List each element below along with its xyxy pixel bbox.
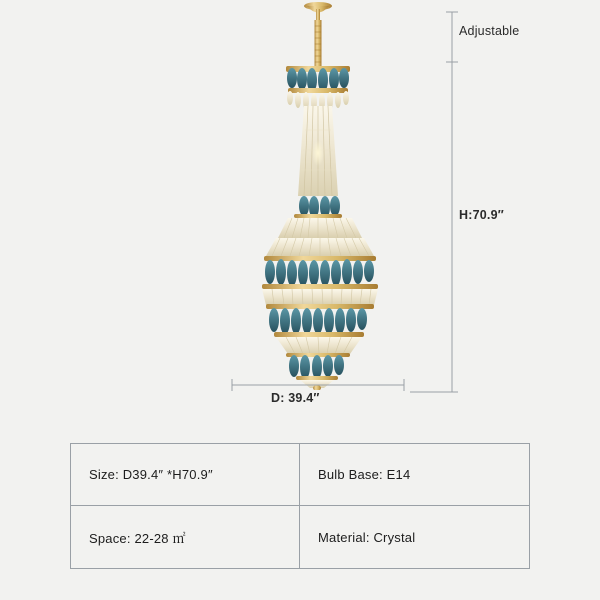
spec-bulb-base: Bulb Base: E14 — [300, 444, 529, 506]
spec-size: Size: D39.4″ *H70.9″ — [71, 444, 300, 506]
height-label: H:70.9″ — [459, 208, 504, 222]
height-dimension — [410, 12, 458, 392]
diameter-dimension — [232, 379, 404, 391]
spec-space: Space: 22-28 ㎡ — [71, 506, 300, 568]
spec-material: Material: Crystal — [318, 529, 416, 545]
diameter-label: D: 39.4″ — [271, 391, 320, 405]
specification-table — [70, 443, 530, 569]
adjustable-label: Adjustable — [459, 24, 520, 38]
